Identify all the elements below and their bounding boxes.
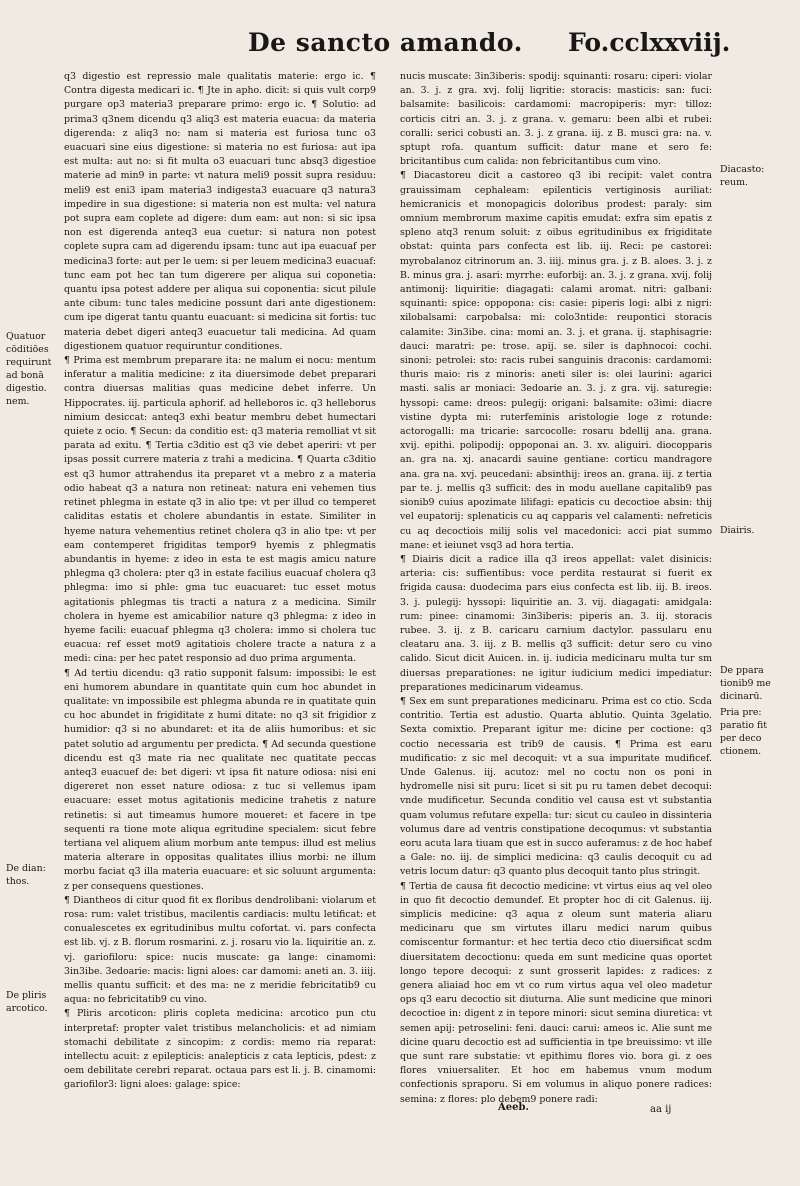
left-paragraph: ¶ Pliris arcoticon: pliris copleta medicina: arcotico pun ctu interpretaf: propter valet tristibus melancholicis: et ad nimiam stomachi debilitate z sincopim: z cordis: memo ria reparat: intellectu acuit: z epilepticis: analepticis z cata lepticis, pdest: z oem debilitate cerebri reparat. octaua pars est li. j. B. cinamomi: gariofilor3: ligni aloes: galage: spice:	[64, 1008, 376, 1091]
margin-note-diacastoreum: Diacasto: reum.	[720, 164, 765, 188]
left-paragraph: q3 digestio est repressio male qualitatis materie: ergo ic. ¶ Contra digesta medicari ic. ¶ Jte in apho. dicit: si quis vult corp9 purgare op3 materia3 preparare primo: ergo ic. ¶ Solutio: ad prima3 q3nem dicendu q3 aliq3 est materia euacua: da materia digerenda: z aliq3 no: nam si materia est furiosa tunc o3 euacuari sine eius digestione: si materia no est furiosa: aut ipa est multa: aut no: si fit multa o3 euacuari tunc absq3 digestioe materie ad min9 in parte: vt natura meli9 possit supra residuu: meli9 est eni3 ipam materia3 indigesta3 euacuare q3 natura3 impedire in sua digestione: si materia non est multa: vel natura pot supra eam coplete ad digere: dum eam: aut non: si sic ipsa non est digerenda anteq3 eua cuetur: si natura non potest coplete supra cam ad digerendu ipsam: tunc aut ipa euacuaf per medicina3 forte: aut per le uem: si per leuem medicina3 euacuaf: tunc eam pot hec tan tum digerere per aliqua sui coponetia: quantu ipsa potest addere per aliqua sui coponentia: sicut pilule ante cibum: tunc tales medicine possunt dari ante digestionem: cum ipe digerat tantu quantu euacuant: si medicina sit fortis: tuc materia debet digeri anteq3 euacuetur tali medicina. Ad quam digestionem quatuor requiruntur conditiones.	[64, 71, 376, 352]
right-paragraph: ¶ Sex em sunt preparationes medicinaru. Prima est co ctio. Scda contritio. Tertia est adustio. Quarta ablutio. Quinta 3gelatio. Sexta comixtio. Preparant igitur me: dicine per coctione: q3 coctio necessaria est trib9 de causis. ¶ Prima est earu mudificatio: z sic mel decoquit: vt a sua impuritate mudificef. Unde Galenus. iij. acutoz: mel no coctu non os poni in hydromelle nisi sit puru: licet si sit pu ru tamen debet decoqui: vnde mudificetur. Secunda conditio vel causa est vt substantia quam volumus refutare expella: tur: sicut cu cauleo in dissinteria volumus dare ad ventris constipatione decoqumus: vt substantia eoru acuta lara tiuam que est in succo auferamus: z de hoc habef a Gale: no. iij. de simplici medicina: q3 caulis decoquit cu ad vetris locum datur: q3 quanto plus decoquit tanto plus stringit.	[400, 695, 712, 878]
right-text-column	[400, 70, 712, 1150]
right-paragraph: ¶ Tertia de causa fit decoctio medicine: vt virtus eius aq vel oleo in quo fit decoctio demundef. Et propter hoc di cit Galenus. iij. simplicis medicine: q3 aqua z oleum sunt materia aliaru medicinaru que sm virtutes illaru medici narum quibus comiscentur formantur: et hec tertia deco ctio diuersificat scdm diuersitatem decoctionu: queda em sunt medicine quas oportet longo tepore decoqui: z sunt grosserit lapides: z radices: z genera aliaiad hoc em vt co rum virtus aqua vel oleo madetur ops q3 earu decoctio sit diuturna. Alie sunt medicine que minori decoctioe in: digent z in tepore minori: sicut semina diuretica: vt semen apij: petroselini: feni. dauci: carui: ameos ic. Alie sunt me dicine quaru decoctio est ad sufficientia in tpe breuissimo: vt ille que sunt rare substatie: vt epithimu flores vio. bora gi. z oes flores vniuersaliter. Et hoc em habemus vnum modum confectionis spraporu. Si em volumus in aliquo ponere radices: semina: z flores: plo debem9 ponere radi:	[400, 880, 712, 1105]
signature-mark: Aeeb.	[498, 1102, 529, 1113]
right-paragraph: nucis muscate: 3in3iberis: spodij: squinanti: rosaru: ciperi: violar an. 3. j. z gra. xvj. folij liqritie: storacis: masticis: san: fuci: balsamite: basilicois: cardamomi: macropiperis: myr: tilloz: corticis citri an. 3. j. z grana. v. gemaru: been albi et rubei: coralli: serici cobusti an. 3. j. z grana. iij. z B. musci gra: na. v. sptupt rofa. quantum sufficit: datur mane et sero fe: bricitantibus cum calida: non febricitantibus cum vino.	[400, 71, 712, 168]
right-paragraph: ¶ Diacastoreu dicit a castoreo q3 ibi recipit: valet contra grauissimam cephaleam: epilenticis vertiginosis auriliat: hemicranicis et monopagicis doloribus prodest: paraly: sim omnium membrorum maxime capitis emudat: exfra sim epatis z spleno atq3 renum soluit: z oibus egritudinibus ex frigiditate obstat: quinta pars confecta est lib. iij. Reci: pe castorei: myrobalanoz citrinorum an. 3. iiij. minus gra. j. z B. aloes. 3. j. z B. minus gra. j. asari: myrrhe: euforbij: an. 3. j. z grana. xvij. folij antimonij: liquiritie: diagagati: calami aromat. nitri: galbani: squinanti: spice: oppopona: cis: casie: piperis logi: albi z nigri: xilobalsami: carpobalsa: mi: colo3ntide: reupontici storacis calamite: 3in3ibe. cina: momi an. 3. j. et grana. ij. staphisagrie: dauci: maratri: pe: trose. apij. se. siler is daphnocoi: cochi. sinoni: petrolei: sto: racis rubei sanguinis draconis: cardamomi: thuris maio: ris z minoris: aneti siler is: olei laurini: agarici masti. salis ar moniaci: 3edoarie an. 3. j. z gra. vij. saturegie: hyssopi: came: dreos: pulegij: origani: balsamite: o3imi: diacre vistine dypta mi: ruterfeminis aristologie loge z rotunde: actorogalli: ma tricarie: sarcocolle: rosaru bdellij ana. grana. xvij. epithi. polipodij: oppoponai an. 3. xv. aliguiri. diocopparis an. gra na. xj. anacardi sauine gentiane: corticu mandragore ana. gra na. xvj. peucedani: absinthij: ireos an. grana. iij. z tertia par te. j. mellis q3 sufficit: des in modu auellane capitalib9 pas sionib9 cuius apozimate lilifagi: epaticis cu decoctioe absin: thij vel eupatorij: splenaticis cu aq capparis vel calamenti: nefreticis cu aq decoctiois milij solis vel macedonici: acci piat summo mane: et ieiunet vsq3 ad hora tertia.	[400, 170, 712, 551]
margin-note-de-pliris: De pliris arcotico.	[6, 990, 48, 1014]
catchword: aa ij	[650, 1104, 672, 1115]
left-paragraph: ¶ Ad tertiu dicendu: q3 ratio supponit falsum: impossibi: le est eni humorem abundare in quantitate quin cum hoc abundet in qualitate: vn impossibile est phlegma abunda re in quatitate quin cu hoc abundet in frigiditate z humi ditate: no q3 sit frigidior z humidior: q3 si no abundaret: et ita de aliis humoribus: et sic patet solutio ad argumentu per predicta. ¶ Ad secunda questione dicendu est q3 mate ria nec qualitate nec quatitate peccas anteq3 euacuef de: bet digeri: vt ipsa fit nature odiosa: nisi eni digereret non esset nature odiosa: z tuc si vellemus ipam euacuare: esset motus agitationis medicine trahetis z nature retinetis: si aut timeamus humore moueret: et facere in tpe sequenti ra tione mote aliqua egritudine specialem: sicut febre tertiana vel aliquem alium morbum ante tempus: illud est melius materia alterare in oppositas qualitates illius morbi: ne illum morbu faciat q3 illa materia euacuare: et sic soluunt argumenta: z per consequens questiones.	[64, 667, 376, 892]
left-text-column	[64, 70, 376, 1150]
margin-note-diairis: Diairis.	[720, 525, 755, 536]
folio-number: Fo.cclxxviij.	[568, 28, 731, 57]
left-paragraph: ¶ Diantheos di citur quod fit ex floribus dendrolibani: violarum et rosa: rum: valet tristibus, macilentis cardiacis: multu letificat: et conualescetes ex egritudinibus multu cofortat. vi. pars confecta est lib. vj. z B. florum rosmarini. z. j. rosaru vio la. liquiritie an. z. vj. gariofiloru: spice: nucis muscate: ga lange: cinamomi: 3in3ibe. 3edoarie: macis: ligni aloes: car damomi: aneti an. 3. iiij. mellis quantu sufficit: et des ma: ne z meridie febricitatib9 cu aqua: no febricitatib9 cu vino.	[64, 894, 376, 1006]
left-paragraph: ¶ Prima est membrum preparare ita: ne malum ei nocu: mentum inferatur a malitia medicine: z ita diuersimode debet preparari contra diuersas malitias quas medicine debet inferre. Un Hippocrates. iij. particula aphorif. ad helleboros ic. q3 helleborus nimium desiccat: anteq3 exhi beatur membru debet humectari quiete z ocio. ¶ Secun: da conditio est: q3 materia remolliat vt sit parata ad exitu. ¶ Tertia c3ditio est q3 vie debet aperiri: vt per ipsas possit currere materia z trahi a medicina. ¶ Quarta c3ditio est q3 humor attrahendus ita preparet vt a mebro z a materia odio habeat q3 a natura non retineat: natura eni vehemen tius retinet phlegma in estate q3 in alio tpe: vt per illud co temperet caliditas estatis et cholere abundantis in estate. Similiter in hyeme natura vehementius retinet cholera q3 in alio tpe: vt per eam contemperet frigiditas tempor9 hyemis z phlegmatis abundantis in hyeme: z ideo in esta te est magis amicu nature phlegma q3 cholera: pter q3 in estate facilius euacuaf cholera q3 phlegma: imo si phle: gma tuc euacuaret: tuc esset motus agitationis phlegmas tis tracti a natura z a medicina. Similr cholera in hyeme est amicabilior nature q3 phlegma: z ideo in hyeme facili: euacuaf phlegma q3 cholera: immo si cholera tuc euacua: ref esset mot9 agitatiois cholere tracte a natura z a medi: cina: per hec patet responsio ad duo prima argumenta.	[64, 355, 376, 665]
margin-note-de-preparatione: De ppara tionib9 me dicinarū.	[720, 665, 771, 702]
running-head-title: De sancto amando.	[248, 28, 523, 57]
right-paragraph: ¶ Diairis dicit a radice illa q3 ireos appellat: valet disinicis: arteria: cis: suffientibus: voce perdita restaurat si fuerit ex frigida causa: duodecima pars eius confecta est lib. iij. B. ireos. 3. j. pulegij: hyssopi: liquiritie an. 3. vij. diagagati: amidgala: rum: pinee: cinamomi: 3in3iberis: piperis an. 3. iij. storacis rubee. 3. ij. z B. caricaru carnium dactylor. passularu enu cleataru ana. 3. iij. z B. mellis q3 sufficit: detur sero cu vino calido. Sicut dicit Auicen. in. ij. iudicia medicinaru multa tur sm diuersas preparationes: ne igitur iudicium medici impediatur: preparationes medicinarum videamus.	[400, 553, 712, 693]
margin-note-prima-preparatio: Pria pre: paratio fit per deco ctionem.	[720, 707, 768, 757]
margin-note-de-diantheos: De dian: thos.	[6, 863, 46, 887]
margin-note-quatuor: Quatuor cōditiōes requirunt ad bonā digestio. nem.	[6, 331, 52, 407]
